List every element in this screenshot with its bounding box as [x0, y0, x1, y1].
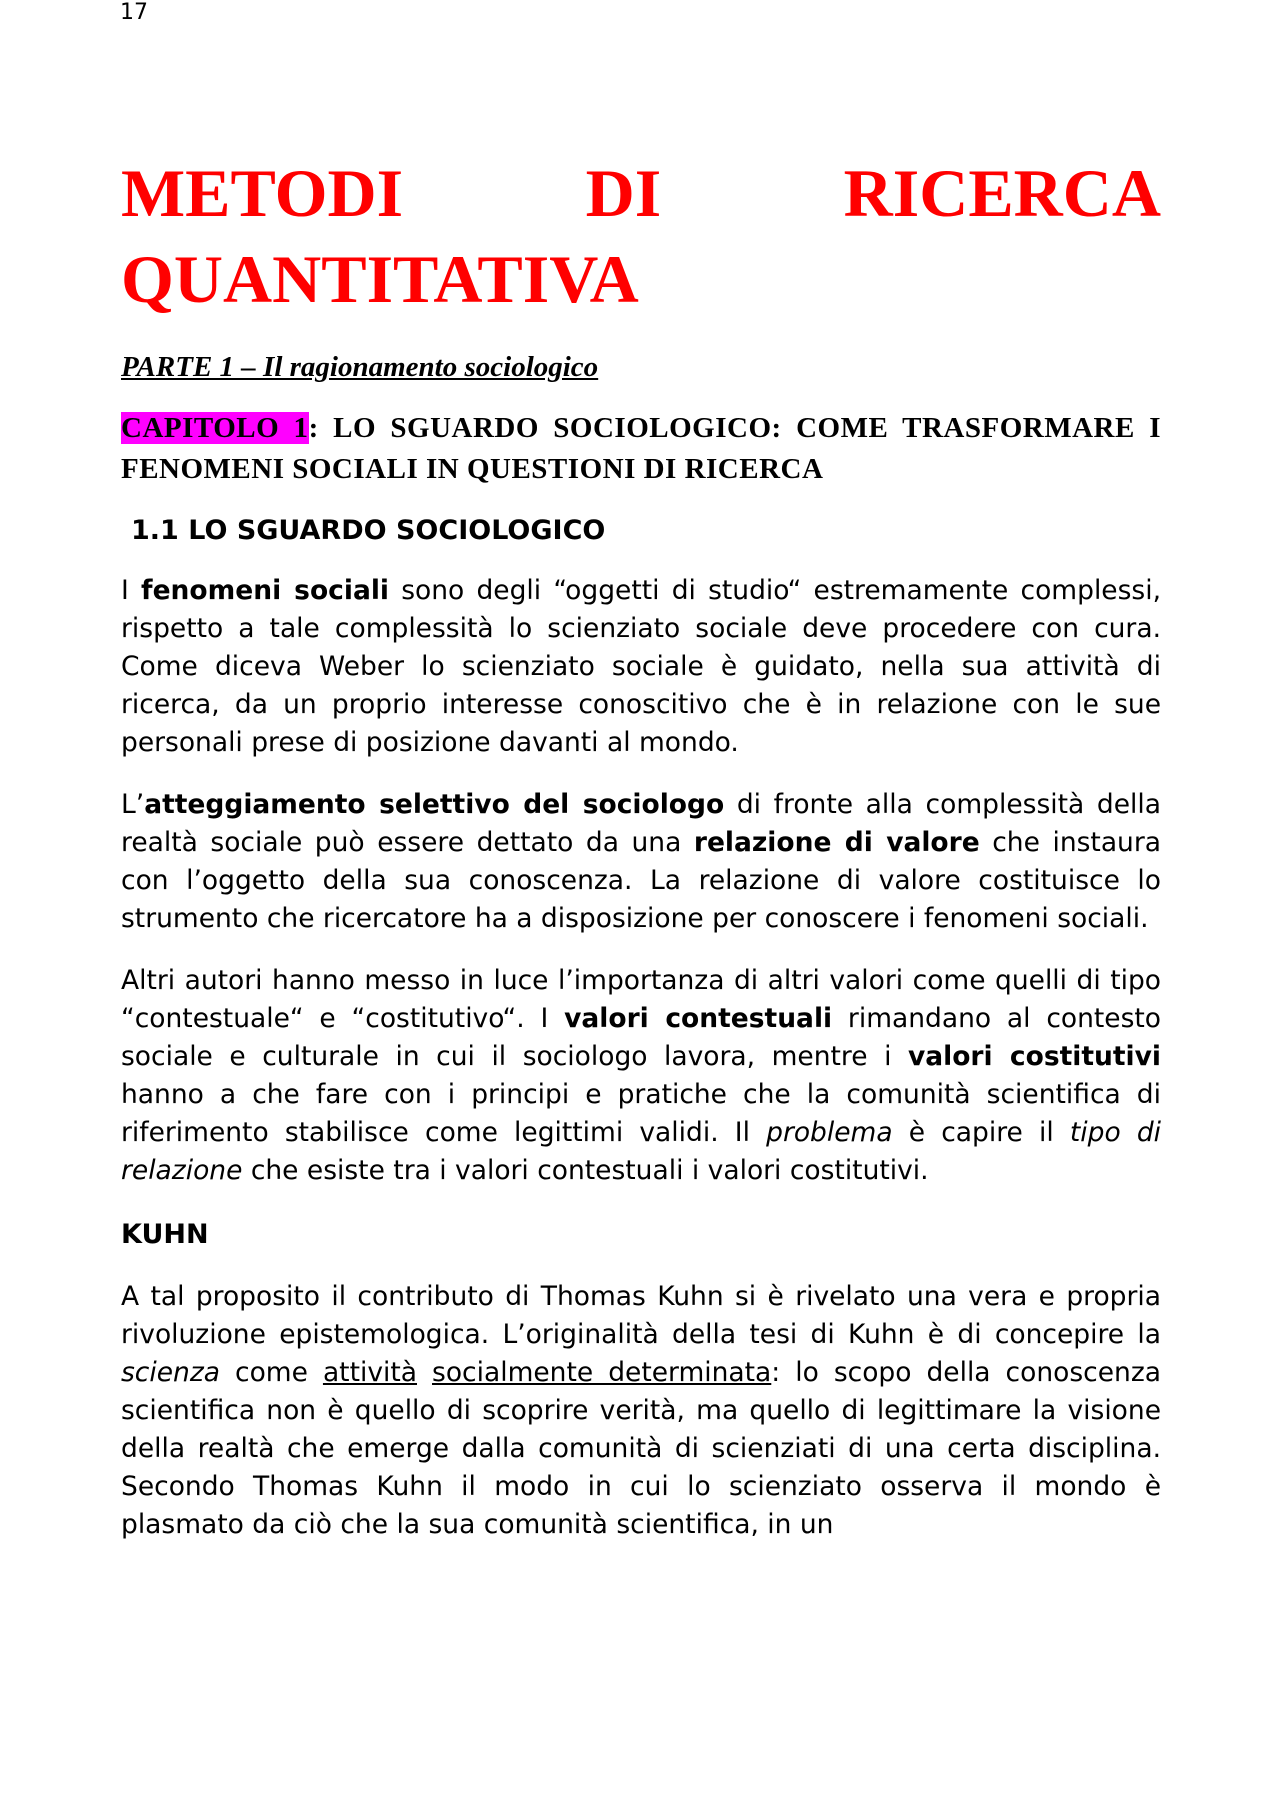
text-run: che esiste tra i valori contestuali i valori costitutivi.	[242, 1155, 929, 1186]
paragraph-4	[121, 1278, 1161, 1544]
underlined-term: attività	[322, 1357, 417, 1388]
text-run: L’	[121, 789, 145, 820]
text-run: I	[121, 575, 142, 606]
text-run: che instaura con l’oggetto della sua conoscenza. La relazione di valore costituisce lo strumento che ricercatore ha a disposizione per conoscere i fenomeni sociali.	[121, 827, 1161, 934]
bold-term: atteggiamento selettivo del sociologo	[144, 789, 725, 820]
kuhn-heading: KUHN	[121, 1219, 209, 1250]
text-run: come	[220, 1357, 323, 1388]
bold-term: valori costitutivi	[907, 1041, 1162, 1072]
text-run: : lo scopo della conoscenza scientifica non è quello di scoprire verità, ma quello di legittimare la visione della realtà che emerge dalla comunità di scienziati di una certa disciplina. Secondo Thomas Kuhn il modo in cui lo scienziato osserva il mondo è plasmato da ciò che la sua comunità scientifica, in un	[121, 1357, 1161, 1540]
document-body	[121, 150, 1161, 1544]
text-run: sono degli “oggetti di studio“ estremamente complessi, rispetto a tale complessità lo scienziato sociale deve procedere con cura. Come diceva Weber lo scienziato sociale è guidato, nella sua attività di ricerca, da un proprio interesse conoscitivo che è in relazione con le sue personali prese di posizione davanti al mondo.	[121, 575, 1162, 758]
italic-term: problema	[766, 1117, 893, 1148]
text-run: hanno a che fare con i principi e pratiche che la comunità scientifica di riferimento stabilisce come legittimi validi. Il	[121, 1079, 1161, 1148]
chapter-title-text: : LO SGUARDO SOCIOLOGICO: COME TRASFORMARE I FENOMENI SOCIALI IN QUESTIONI DI RICERCA	[121, 412, 1161, 485]
bold-term: relazione di valore	[693, 827, 980, 858]
text-run: rimandano al contesto sociale e culturale in cui il sociologo lavora, mentre i	[121, 1003, 1162, 1072]
bold-term: fenomeni sociali	[141, 575, 390, 606]
paragraph-2	[121, 786, 1161, 938]
italic-term: tipo di relazione	[121, 1117, 1161, 1186]
italic-term: scienza	[121, 1357, 220, 1388]
paragraph-1	[121, 572, 1161, 762]
paragraph-3	[121, 962, 1161, 1190]
page-number: 17	[120, 0, 148, 25]
chapter-heading	[121, 408, 1161, 490]
text-run: Altri autori hanno messo in luce l’importanza di altri valori come quelli di tipo “contestuale“ e “costitutivo“. I	[121, 965, 1161, 1034]
text-run: è capire il	[892, 1117, 1070, 1148]
underlined-term: socialmente determinata	[432, 1357, 772, 1388]
chapter-highlight: CAPITOLO 1	[121, 412, 309, 444]
text-run: di fronte alla complessità della realtà sociale può essere dettato da una	[121, 789, 1161, 858]
part-heading: PARTE 1 – Il ragionamento sociologico	[121, 351, 599, 383]
document-title	[121, 150, 1161, 322]
text-run: A tal proposito il contributo di Thomas Kuhn si è rivelato una vera e propria rivoluzione epistemologica. L’originalità della tesi di Kuhn è di concepire la	[121, 1281, 1161, 1350]
document-title-line-1: METODI DI RICERCA	[121, 155, 1161, 231]
section-heading: 1.1 LO SGUARDO SOCIOLOGICO	[131, 515, 606, 546]
bold-term: valori contestuali	[564, 1003, 833, 1034]
text-run	[417, 1357, 432, 1388]
document-title-line-2: QUANTITATIVA	[121, 241, 639, 317]
